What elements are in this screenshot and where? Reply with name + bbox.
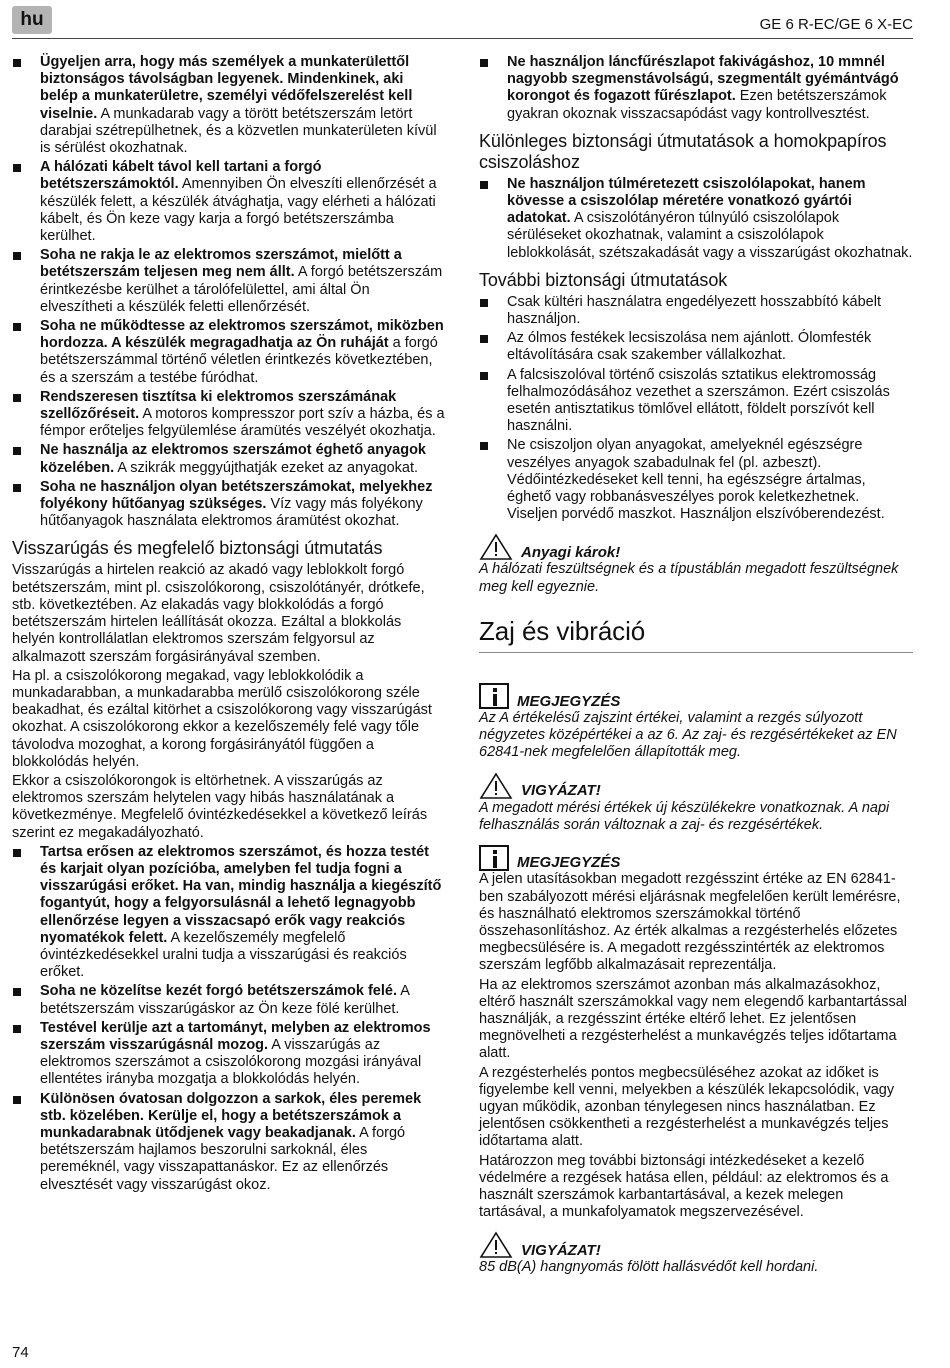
kickback-paragraph: Ha pl. a csiszolókorong megakad, vagy leblokkolódik a munkadarabban, a munkadarabba merülő csiszolókorong széle beakadhat, és ezáltal kitörhet a csiszolókorong vagy visszarúgást okozhat. A csiszolókorong ekkor a kezelőszemély felé vagy tőle távolodva mozoghat, a korong forgásirányától függően a blokkolódás helyén. <box>12 667 432 770</box>
safety-bullet: Soha ne működtesse az elektromos szerszámot, miközben hordozza. A készülék megragadhatja az Ön ruháját a forgó betétszerszámmal történő véletlen érintkezés következtében, és a szerszám a testébe fúródhat. <box>12 318 445 387</box>
safety-bullet: Ne használja az elektromos szerszámot éghető anyagok közelében. A szikrák meggyújthatják ezeket az anyagokat. <box>12 442 445 476</box>
notice-title: MEGJEGYZÉS <box>517 854 621 872</box>
note-notice <box>479 844 913 871</box>
sawblade-bullet: Ne használjon láncfűrészlapot fakivágáshoz, 10 mmnél nagyobb szegmenstávolságú, szegmentált gyémántvágó korongot és fogazott fűrészlapot. Ezen betétszerszámok gyakran okoznak visszacsapódást vagy kontrollvesztést. <box>479 54 913 123</box>
caution-notice <box>479 772 913 800</box>
kickback-paragraph: Ekkor a csiszolókorongok is eltörhetnek. A visszarúgás az elektromos szerszám helytelen vagy hibás használatának a következménye. Megfelelő óvintézkedésekkel a következő leírás szerint ez megakadályozható. <box>12 772 428 841</box>
language-badge: hu <box>12 6 52 34</box>
noise-vibration-heading: Zaj és vibráció <box>479 615 646 646</box>
kickback-heading: Visszarúgás és megfelelő biztonsági útmutatás <box>12 538 383 559</box>
notice-title: VIGYÁZAT! <box>521 1241 601 1259</box>
safety-bullet: Soha ne használjon olyan betétszerszámokat, melyekhez folyékony hűtőanyag szükséges. Víz vagy más folyékony hűtőanyagok használata elektromos áramütést okozhat. <box>12 479 445 531</box>
vibration-paragraph: Ha az elektromos szerszámot azonban más alkalmazásokhoz, eltérő használt szerszámokkal vagy nem elegendő karbantartással használják, a rezgésszint értéke eltérő lehet. Ez jelentősen megnövelheti a rezgésterhelést a munkavégzés teljes időtartama alatt. <box>479 976 907 1062</box>
notice-text: 85 dB(A) hangnyomás fölött hallásvédőt kell hordani. <box>479 1259 819 1276</box>
warning-triangle-icon <box>479 533 513 561</box>
material-damage-notice <box>479 533 913 561</box>
caution-notice <box>479 1231 913 1259</box>
note-notice <box>479 683 913 710</box>
page-number: 74 <box>12 1344 29 1361</box>
notice-text: A megadott mérési értékek új készülékekre vonatkoznak. A napi felhasználás során változnak a zaj- és rezgésértékek. <box>479 799 890 833</box>
warning-triangle-icon <box>479 772 513 800</box>
kickback-bullet: Testével kerülje azt a tartományt, melyben az elektromos szerszám visszarúgásnál mozog. A visszarúgás az elektromos szerszámot a csiszolókorong mozgási irányával ellentétes irányba mozgatja a blokkolódás helyén. <box>12 1020 445 1089</box>
safety-bullet: Rendszeresen tisztítsa ki elektromos szerszámának szellőzőréseit. A motoros kompresszor port szív a házba, és a fémpor erőteljes felgyülemlése áramütés veszélyét okozhatja. <box>12 389 445 441</box>
notice-text: A hálózati feszültségnek és a típustáblán megadott feszültségnek meg kell egyeznie. <box>479 561 899 595</box>
sanding-bullet: Ne használjon túlméretezett csiszolólapokat, hanem kövesse a csiszolólap méretére vonatkozó gyártói adatokat. A csiszolótányéron túlnyúló csiszolólapok sérüléseket okozhatnak, valamint a csiszolólapok leblokkolását, szétszakadását vagy a visszarúgást okozhatnak. <box>479 176 913 262</box>
safety-bullet: Soha ne rakja le az elektromos szerszámot, mielőtt a betétszerszám teljesen meg nem állt. A forgó betétszerszám érintkezésbe kerülhet a tárolófelülettel, ami által Ön elveszítheti a készülék feletti ellenőrzését. <box>12 247 445 316</box>
vibration-paragraph: A jelen utasításokban megadott rezgésszint értéke az EN 62841-ben szabályozott mérési eljárásnak megfelelően került lemérésre, és használható elektromos szerszámokkal történő összehasonlításhoz. Az érték alkalmas a rezgésterhelés előzetes megbecsülésére is. A megadott rezgésszintérték az elektromos szerszám legfőbb alkalmazásait reprezentálja. <box>479 871 901 974</box>
further-safety-heading: További biztonsági útmutatások <box>479 269 728 290</box>
further-bullet: Az ólmos festékek lecsiszolása nem ajánlott. Ólomfesték eltávolítására csak szakember vállalkozhat. <box>479 330 913 364</box>
model-title: GE 6 R-EC/GE 6 X-EC <box>759 16 913 33</box>
safety-bullet: A hálózati kábelt távol kell tartani a forgó betétszerszámoktól. Amennyiben Ön elveszíti ellenőrzését a készülék felett, a készülék átvághatja, vagy elérheti a hálózati kábelt, és Ön keze vagy karja a forgó betétszerszámba kerülhet. <box>12 159 445 245</box>
further-bullet: Ne csiszoljon olyan anyagokat, amelyeknél egészségre veszélyes anyagok szabadulnak fel (pl. azbeszt). Védőintézkedéseket kell tenni, ha egészségre ártalmas, éghető vagy robbanásveszélyes porok keletkezhetnek. Viseljen porvédő maszkot. Használjon elszívóberendezést. <box>479 437 913 523</box>
sanding-heading: Különleges biztonsági útmutatások a homokpapíros csiszoláshoz <box>479 130 887 172</box>
kickback-paragraph: Visszarúgás a hirtelen reakció az akadó vagy leblokkolt forgó betétszerszám, mint pl. csiszolókorong, csiszolótányér, drótkefe, stb. következtében. Az elakadás vagy blokkolódás a forgó betétszerszám hirtelen leállítását okozza. Ezáltal a blokkolás helyén kontrollálatlan elektromos szerszám felgyorsul az alkalmazott szerszám forgásirányával szemben. <box>12 562 425 665</box>
safety-bullet: Ügyeljen arra, hogy más személyek a munkaterülettől biztonságos távolságban legyenek. Mindenkinek, aki belép a munkaterületre, személyi védőfelszerelést kell viselnie. A munkadarab vagy a törött betétszerszám letört darabjai szétrepülhetnek, és a közvetlen munkaterületen kívül is sérülést okozhatnak. <box>12 54 445 157</box>
info-icon <box>479 683 509 709</box>
vibration-paragraph: A rezgésterhelés pontos megbecsüléséhez azokat az időket is figyelembe kell venni, melyekben a készülék lekapcsolódik, vagy ugyan működik, azonban ténylegesen nincs használatban. Ez jelentősen csökkentheti a rezgésterhelést a munkavégzés teljes időtartama alatt. <box>479 1064 895 1150</box>
notice-title: MEGJEGYZÉS <box>517 692 621 710</box>
vibration-paragraph: Határozzon meg további biztonsági intézkedéseket a kezelő védelmére a rezgések hatása ellen, például: az elektromos és a használt szerszámok karbantartásával, a kezek melegen tartásával, a munkafolyamatok megszervezésével. <box>479 1152 889 1221</box>
further-bullet: Csak kültéri használatra engedélyezett hosszabbító kábelt használjon. <box>479 294 913 328</box>
left-column <box>12 54 445 1196</box>
notice-text: Az A értékelésű zajszint értékei, valamint a rezgés súlyozott négyzetes középértékei a az 6. Az zaj- és rezgésértékeket az EN 62841-nek megfelelően állapították meg. <box>479 710 897 761</box>
notice-title: Anyagi károk! <box>521 543 621 561</box>
section-rule <box>479 652 913 653</box>
header-rule <box>12 38 913 39</box>
info-icon <box>479 845 509 871</box>
kickback-bullet: Tartsa erősen az elektromos szerszámot, és hozza testét és karjait olyan pozícióba, amelyben fel tudja fogni a visszarúgási erőket. Ha van, mindig használja a kiegészítő fogantyút, hogy a felgyorsulásnál a lehető legnagyobb ellenőrzése legyen a visszacsapó erők vagy reakciós nyomatékok felett. A kezelőszemély megfelelő óvintézkedésekkel uralni tudja a visszarúgási és reakciós erőket. <box>12 844 445 982</box>
notice-title: VIGYÁZAT! <box>521 782 601 800</box>
warning-triangle-icon <box>479 1231 513 1259</box>
kickback-bullet: Soha ne közelítse kezét forgó betétszerszámok felé. A betétszerszám visszarúgáskor az Ön keze fölé kerülhet. <box>12 983 445 1017</box>
kickback-bullet: Különösen óvatosan dolgozzon a sarkok, éles peremek stb. közelében. Kerülje el, hogy a betétszerszámok a munkadarabnak ütődjenek vagy beakadjanak. A forgó betétszerszám hajlamos beszorulni sarkoknál, éles pereméknél, vagy visszapattanáskor. Ez az ellenőrzés elvesztését vagy visszarúgást okoz. <box>12 1091 445 1194</box>
right-column <box>479 54 913 1279</box>
further-bullet: A falcsiszolóval történő csiszolás sztatikus elektromosság felhalmozódásához vezethet a szerszámon. Ezért csiszolás esetén antisztatikus tömlővel ellátott, földelt porszívót kell használni. <box>479 367 913 436</box>
